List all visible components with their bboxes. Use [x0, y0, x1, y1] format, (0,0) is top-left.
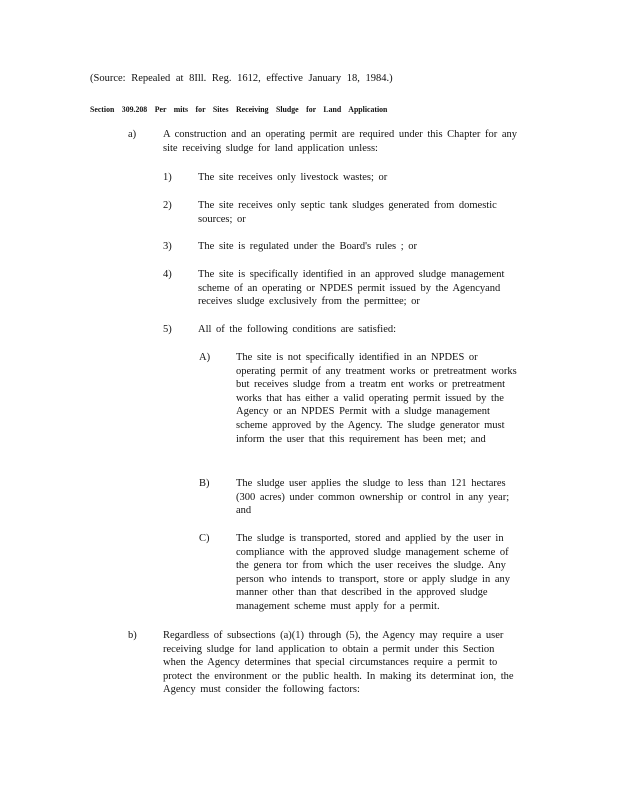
item-text: The site is specifically identified in an approved sludge management scheme of an operating or NPDES permit issued by the Agencyand receives sludge exclusively from the permittee; or — [198, 269, 505, 308]
item-label: C) — [199, 533, 210, 544]
item-label: 5) — [163, 324, 172, 335]
section-heading: Section 309.208 Per mits for Sites Receiving Sludge for Land Application — [90, 104, 388, 114]
item-text: The sludge user applies the sludge to less than 121 hectares (300 acres) under common ownership or control in any year; and — [236, 478, 510, 517]
item-text: All of the following conditions are satisfied: — [198, 324, 397, 335]
item-text: The site is not specifically identified in an NPDES or operating permit of any treatment works or pretreatment works but receives sludge from a treatm ent works or pretreatment works that has either a valid operating permit issued by the Agency or an NPDES Permit with a sludge management scheme approved by the Agency. The sludge generator must inform the user that this requirement has been met; and — [236, 352, 517, 445]
item-text: The site receives only livestock wastes; or — [198, 172, 388, 183]
item-label: 1) — [163, 172, 172, 183]
item-text: The site receives only septic tank sludges generated from domestic sources; or — [198, 200, 497, 225]
item-text: The sludge is transported, stored and applied by the user in compliance with the approved sludge management scheme of the genera tor from which the user receives the sludge. Any person who intends to transport, store or apply sludge in any manner other than that described in the approved sludge management scheme must apply for a permit. — [236, 533, 510, 612]
subsection-text: A construction and an operating permit are required under this Chapter for any site receiving sludge for land application unless: — [163, 129, 518, 154]
subsection-label: a) — [128, 129, 137, 140]
item-label: A) — [199, 352, 211, 363]
item-label: B) — [199, 478, 210, 489]
item-label: 3) — [163, 241, 172, 252]
subsection-label: b) — [128, 630, 137, 641]
item-text: The site is regulated under the Board's rules ; or — [198, 241, 418, 252]
subsection-text: Regardless of subsections (a)(1) through (5), the Agency may require a user receiving sludge for land application to obtain a permit under this Section when the Agency determines that special circumstances require a permit to protect the environment or the public health. In making its determinat ion, the Agency must consider the following factors: — [163, 630, 514, 696]
source-note: (Source: Repealed at 8Ill. Reg. 1612, effective January 18, 1984.) — [90, 73, 393, 84]
item-label: 4) — [163, 269, 172, 280]
item-label: 2) — [163, 200, 172, 211]
